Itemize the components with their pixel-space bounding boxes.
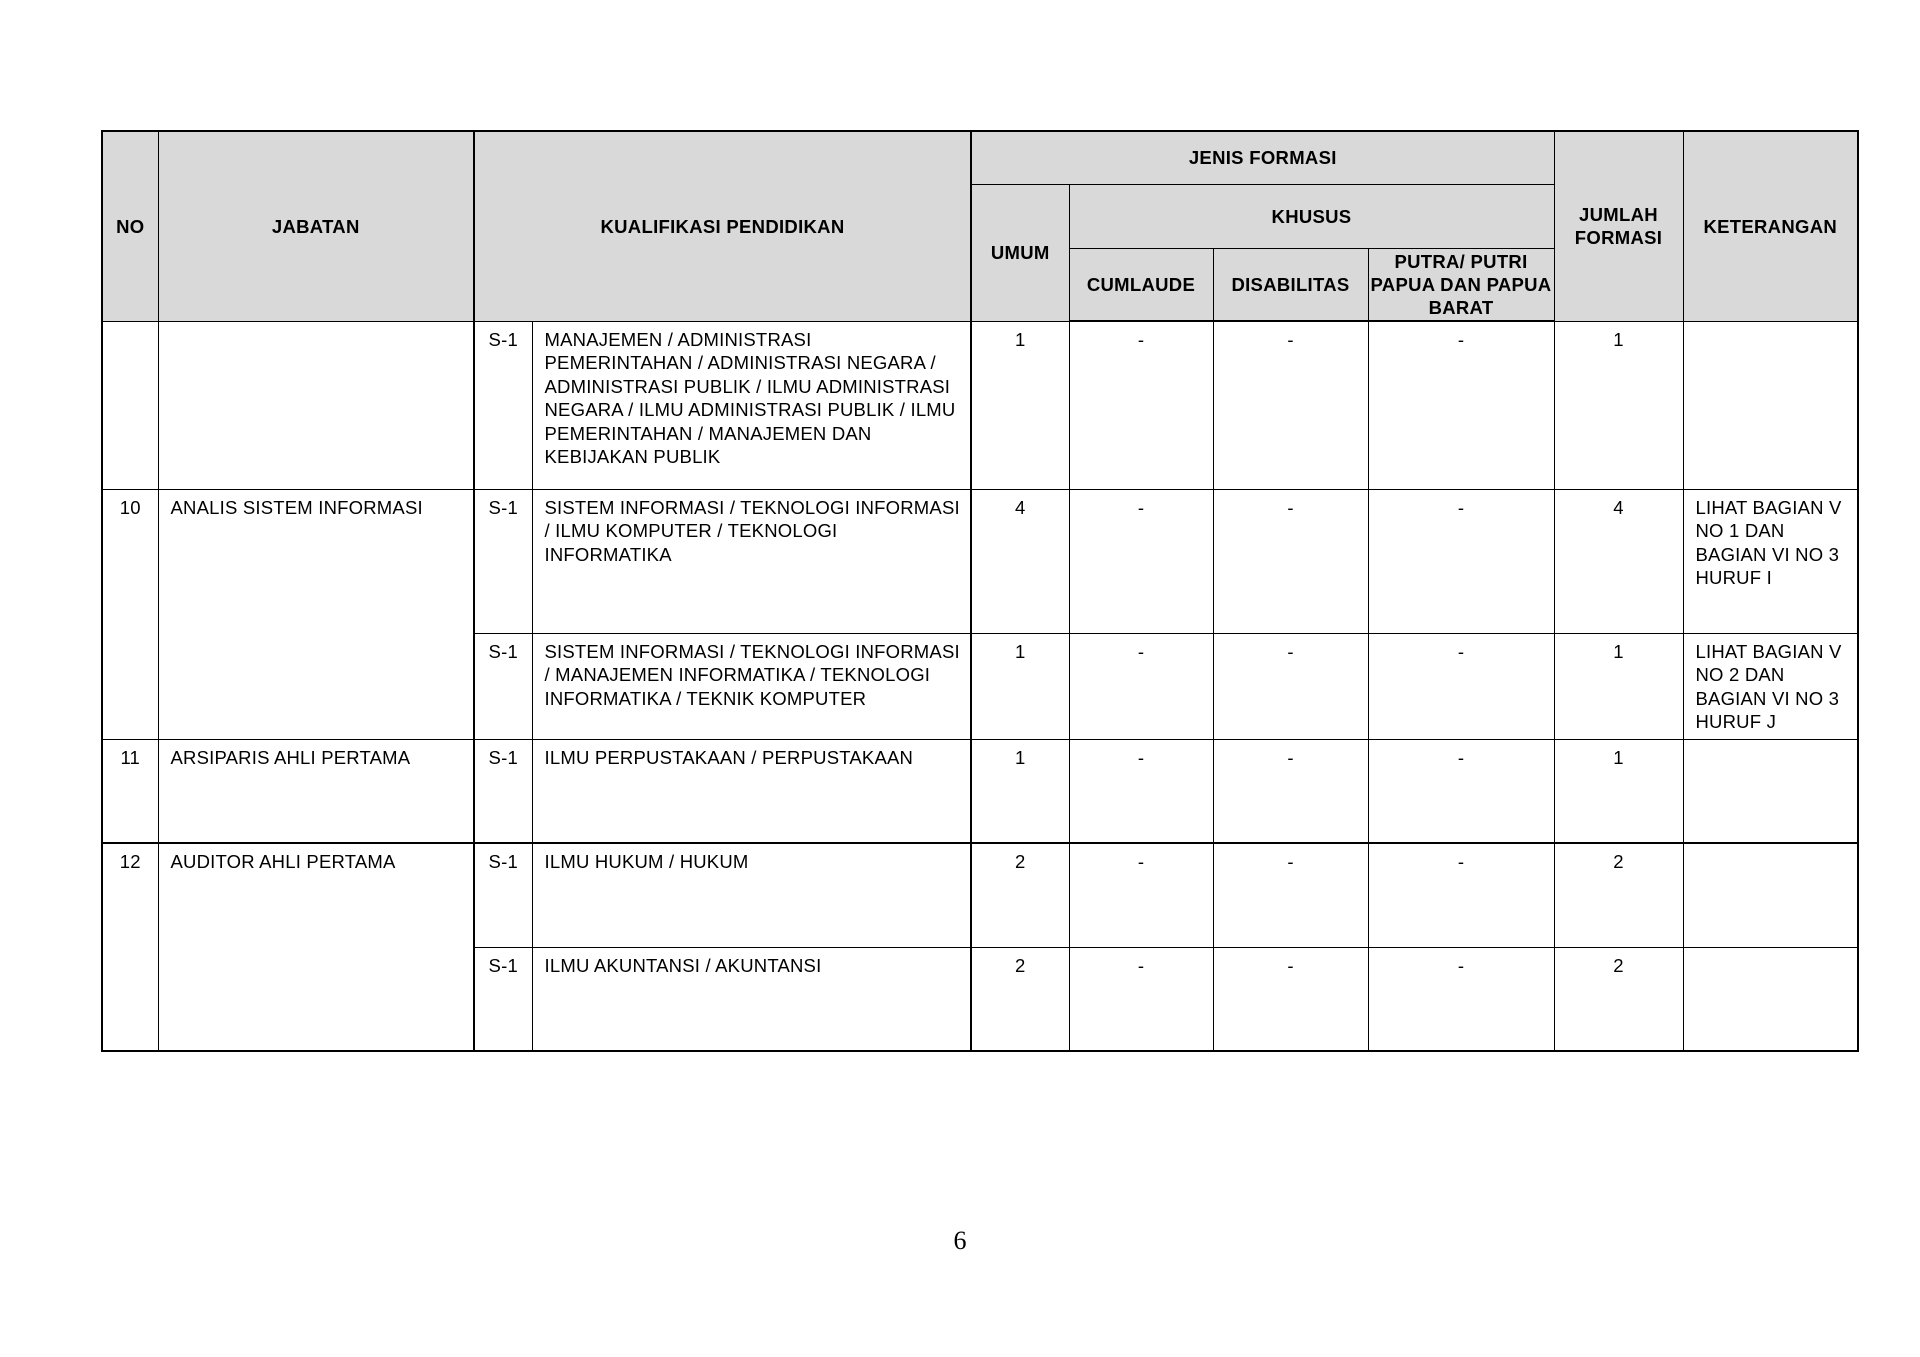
row-level: S-1: [474, 489, 532, 633]
row-jumlah: 1: [1554, 739, 1683, 843]
table-row: [102, 633, 1858, 739]
row-disabilitas: -: [1213, 489, 1368, 633]
row-level: S-1: [474, 633, 532, 739]
header-putra-putri: PUTRA/ PUTRI PAPUA DAN PAPUA BARAT: [1368, 248, 1554, 321]
row-kualifikasi: ILMU HUKUM / HUKUM: [532, 843, 971, 947]
header-jumlah-formasi: JUMLAH FORMASI: [1554, 131, 1683, 321]
row-umum: 4: [971, 489, 1069, 633]
row-level: S-1: [474, 739, 532, 843]
row-jabatan: [158, 321, 474, 489]
row-kualifikasi: ILMU PERPUSTAKAAN / PERPUSTAKAAN: [532, 739, 971, 843]
row-jumlah: 2: [1554, 843, 1683, 947]
row-umum: 1: [971, 739, 1069, 843]
row-jumlah: 4: [1554, 489, 1683, 633]
table-row: [102, 321, 1858, 489]
row-jabatan: [158, 633, 474, 739]
row-disabilitas: -: [1213, 843, 1368, 947]
row-no: [102, 947, 158, 1051]
row-putra-putri: -: [1368, 843, 1554, 947]
row-no: 12: [102, 843, 158, 947]
row-keterangan: LIHAT BAGIAN V NO 1 DAN BAGIAN VI NO 3 HURUF I: [1683, 489, 1858, 633]
table-row: [102, 843, 1858, 947]
row-cumlaude: -: [1069, 633, 1213, 739]
row-keterangan: [1683, 321, 1858, 489]
row-cumlaude: -: [1069, 843, 1213, 947]
row-disabilitas: -: [1213, 321, 1368, 489]
row-keterangan: [1683, 947, 1858, 1051]
formasi-table: [101, 130, 1859, 1052]
row-kualifikasi: SISTEM INFORMASI / TEKNOLOGI INFORMASI / ILMU KOMPUTER / TEKNOLOGI INFORMATIKA: [532, 489, 971, 633]
row-cumlaude: -: [1069, 489, 1213, 633]
row-keterangan: [1683, 739, 1858, 843]
row-keterangan: [1683, 843, 1858, 947]
header-cumlaude: CUMLAUDE: [1069, 248, 1213, 321]
row-putra-putri: -: [1368, 739, 1554, 843]
row-no: 11: [102, 739, 158, 843]
row-putra-putri: -: [1368, 489, 1554, 633]
row-no: [102, 321, 158, 489]
page-number: 6: [953, 1226, 967, 1255]
header-no: NO: [102, 131, 158, 321]
row-no: [102, 633, 158, 739]
row-putra-putri: -: [1368, 947, 1554, 1051]
row-kualifikasi: MANAJEMEN / ADMINISTRASI PEMERINTAHAN / ADMINISTRASI NEGARA / ADMINISTRASI PUBLIK / ILMU ADMINISTRASI NEGARA / ILMU ADMINISTRASI PUBLIK / ILMU PEMERINTAHAN / MANAJEMEN DAN KEBIJAKAN PUBLIK: [532, 321, 971, 489]
row-cumlaude: -: [1069, 739, 1213, 843]
row-jabatan: [158, 947, 474, 1051]
row-umum: 2: [971, 947, 1069, 1051]
table-row: [102, 739, 1858, 843]
row-disabilitas: -: [1213, 633, 1368, 739]
row-umum: 1: [971, 633, 1069, 739]
row-jabatan: ANALIS SISTEM INFORMASI: [158, 489, 474, 633]
row-no: 10: [102, 489, 158, 633]
header-jabatan: JABATAN: [158, 131, 474, 321]
header-jenis-formasi: JENIS FORMASI: [971, 131, 1554, 184]
header-disabilitas: DISABILITAS: [1213, 248, 1368, 321]
row-umum: 1: [971, 321, 1069, 489]
row-disabilitas: -: [1213, 739, 1368, 843]
row-jabatan: AUDITOR AHLI PERTAMA: [158, 843, 474, 947]
row-putra-putri: -: [1368, 321, 1554, 489]
header-umum: UMUM: [971, 184, 1069, 321]
row-putra-putri: -: [1368, 633, 1554, 739]
table-row: [102, 947, 1858, 1051]
table-row: [102, 489, 1858, 633]
row-jabatan: ARSIPARIS AHLI PERTAMA: [158, 739, 474, 843]
row-level: S-1: [474, 321, 532, 489]
row-level: S-1: [474, 947, 532, 1051]
row-jumlah: 1: [1554, 321, 1683, 489]
row-disabilitas: -: [1213, 947, 1368, 1051]
row-keterangan: LIHAT BAGIAN V NO 2 DAN BAGIAN VI NO 3 HURUF J: [1683, 633, 1858, 739]
row-jumlah: 1: [1554, 633, 1683, 739]
row-kualifikasi: ILMU AKUNTANSI / AKUNTANSI: [532, 947, 971, 1051]
header-kualifikasi: KUALIFIKASI PENDIDIKAN: [474, 131, 971, 321]
header-khusus: KHUSUS: [1069, 184, 1554, 248]
row-cumlaude: -: [1069, 321, 1213, 489]
header-keterangan: KETERANGAN: [1683, 131, 1858, 321]
row-level: S-1: [474, 843, 532, 947]
row-cumlaude: -: [1069, 947, 1213, 1051]
row-jumlah: 2: [1554, 947, 1683, 1051]
row-kualifikasi: SISTEM INFORMASI / TEKNOLOGI INFORMASI / MANAJEMEN INFORMATIKA / TEKNOLOGI INFORMATIKA / TEKNIK KOMPUTER: [532, 633, 971, 739]
row-umum: 2: [971, 843, 1069, 947]
